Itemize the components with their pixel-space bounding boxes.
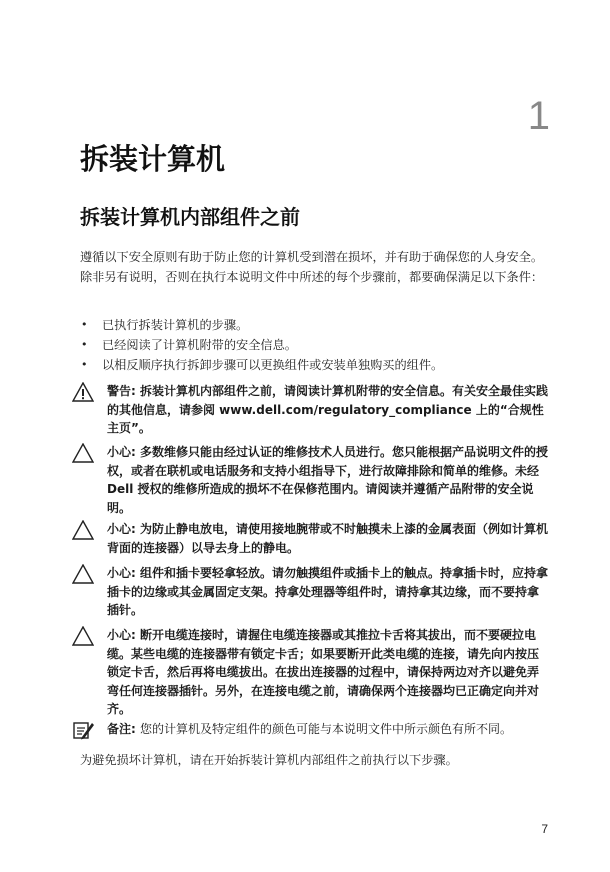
caution-notice bbox=[72, 626, 550, 719]
prerequisite-list bbox=[80, 315, 550, 375]
warning-icon bbox=[72, 382, 94, 402]
notice-label: 小心: bbox=[107, 566, 140, 580]
notice-text: 多数维修只能由经过认证的维修技术人员进行。您只能根据产品说明文件的授权，或者在联机或电话服务和支持小组指导下，进行故障排除和简单的维修。未经 Dell 授权的维修所造成的损坏不在保修范围内。请阅读并遵循产品附带的安全说明。 bbox=[107, 445, 548, 515]
closing-paragraph: 为避免损坏计算机，请在开始拆装计算机内部组件之前执行以下步骤。 bbox=[80, 753, 458, 767]
section-title: 拆装计算机内部组件之前 bbox=[80, 205, 300, 229]
notice-label: 小心: bbox=[107, 522, 140, 536]
notice-label: 小心: bbox=[107, 628, 140, 642]
notice-text: 断开电缆连接时，请握住电缆连接器或其推拉卡舌将其拔出，而不要硬拉电缆。某些电缆的连接器带有锁定卡舌；如果要断开此类电缆的连接，请先向内按压锁定卡舌，然后再将电缆拔出。在拔出连接器的过程中，请保持两边对齐以避免弄弯任何连接器插针。另外，在连接电缆之前，请确保两个连接器均已正确定向并对齐。 bbox=[107, 628, 540, 716]
chapter-number: 1 bbox=[527, 94, 550, 138]
note-notice bbox=[72, 720, 550, 739]
caution-icon bbox=[72, 626, 94, 646]
caution-icon bbox=[72, 520, 94, 540]
notice-text: 拆装计算机内部组件之前，请阅读计算机附带的安全信息。有关安全最佳实践的其他信息，请参阅 www.dell.com/regulatory_compliance 上的“合规性主页”。 bbox=[107, 384, 548, 435]
page-number: 7 bbox=[541, 822, 548, 836]
notice-text: 为防止静电放电，请使用接地腕带或不时触摸未上漆的金属表面（例如计算机背面的连接器）以导去身上的静电。 bbox=[107, 522, 548, 555]
list-item: • 以相反顺序执行拆卸步骤可以更换组件或安装单独购买的组件。 bbox=[80, 355, 550, 375]
notice-text: 您的计算机及特定组件的颜色可能与本说明文件中所示颜色有所不同。 bbox=[139, 722, 512, 736]
chapter-title: 拆装计算机 bbox=[80, 142, 226, 176]
list-item: • 已执行拆装计算机的步骤。 bbox=[80, 315, 550, 335]
caution-icon bbox=[72, 443, 94, 463]
caution-notice bbox=[72, 520, 550, 557]
note-icon bbox=[72, 720, 94, 740]
caution-notice bbox=[72, 443, 550, 517]
notice-label: 备注: bbox=[107, 722, 140, 736]
list-item: • 已经阅读了计算机附带的安全信息。 bbox=[80, 335, 550, 355]
notice-label: 警告: bbox=[107, 384, 140, 398]
warning-notice bbox=[72, 382, 550, 438]
caution-notice bbox=[72, 564, 550, 620]
notice-label: 小心: bbox=[107, 445, 140, 459]
notice-text: 组件和插卡要轻拿轻放。请勿触摸组件或插卡上的触点。持拿插卡时，应持拿插卡的边缘或其金属固定支架。持拿处理器等组件时，请持拿其边缘，而不要持拿插针。 bbox=[107, 566, 548, 617]
caution-icon bbox=[72, 564, 94, 584]
intro-paragraph: 遵循以下安全原则有助于防止您的计算机受到潜在损坏，并有助于确保您的人身安全。除非另有说明，否则在执行本说明文件中所述的每个步骤前，都要确保满足以下条件： bbox=[80, 250, 544, 284]
